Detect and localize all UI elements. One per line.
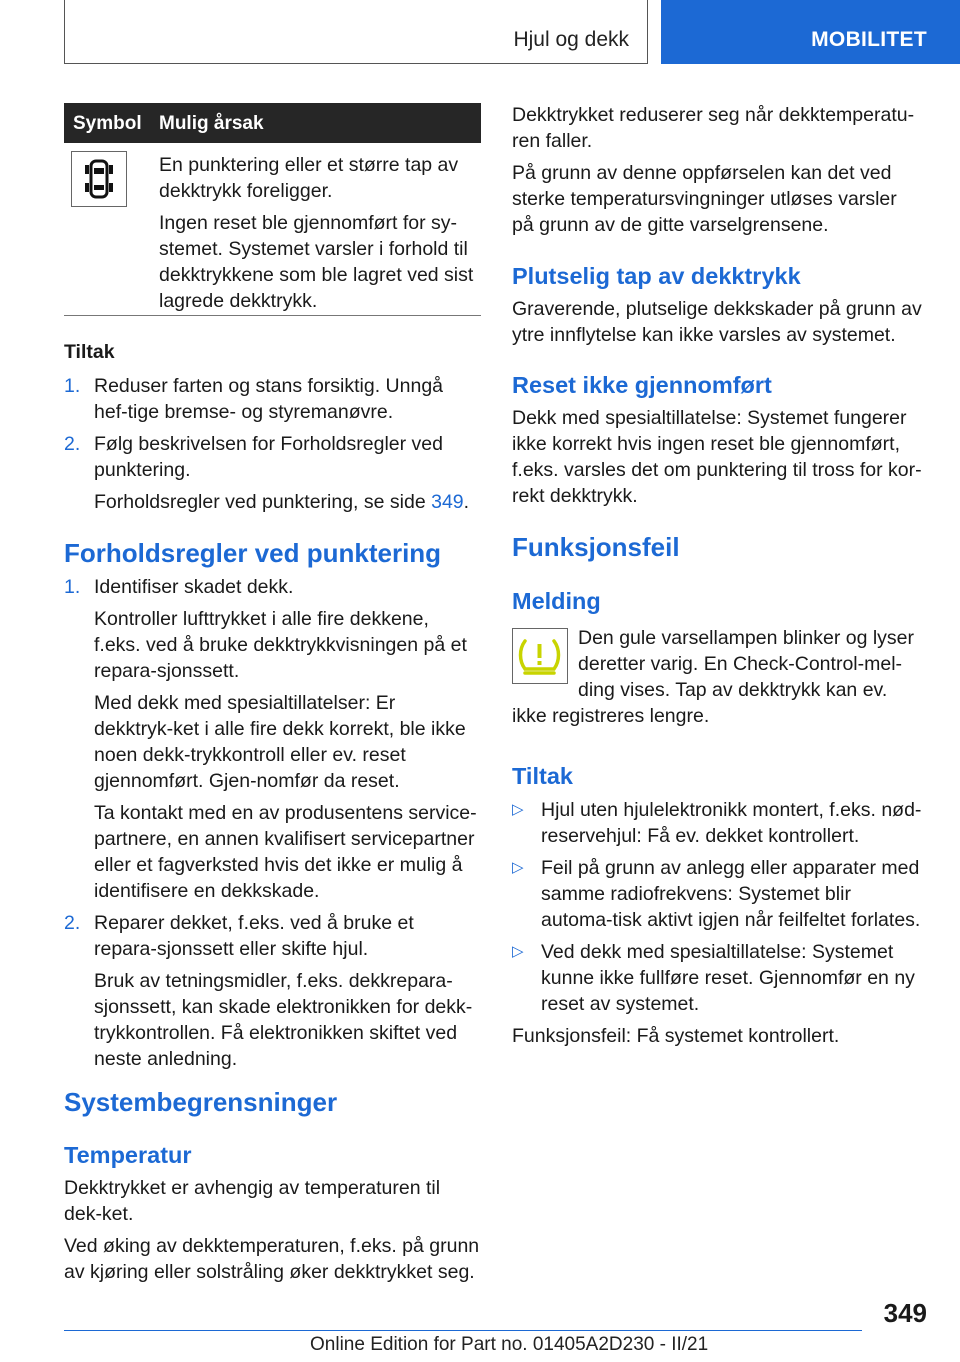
list-text: Reparer dekket, f.eks. ved å bruke et repara-sjonssett eller skifte hjul. [94,912,414,960]
list-item [512,855,922,933]
icon-float-spacer [512,625,578,681]
paragraph: Ved øking av dekktemperaturen, f.eks. på grunn av kjøring eller solstråling øker dekktrykket seg. [64,1235,480,1283]
list-number: 2. [64,912,81,934]
list-text: Med dekk med spesialtillatelser: Er dekktryk-ket i alle fire dekk korrekt, ble ikke noen dekk-trykkontroll eller ev. reset gjennomført. Gjen-nomfør da reset. [94,692,466,792]
list-text: Følg beskrivelsen for Forholdsregler ved punktering. [94,433,443,481]
table-cause-cell [159,152,477,314]
plutselig-text: Graverende, plutselige dekkskader på grunn av ytre innflytelse kan ikke varsles av systemet. [512,298,922,346]
list-text: Ta kontakt med en av produsentens service-partnere, en annen kvalifisert servicepartner eller et fagverksted hvis det ikke er mulig å identifisere en dekkskade. [94,802,477,902]
list-text: Reduser farten og stans forsiktig. Unngå hef-tige bremse- og styremanøvre. [94,375,444,423]
table-cause-p1: En punktering eller et større tap av dekktrykk foreligger. [159,154,459,202]
list-item [64,574,478,904]
header-chapter-label: MOBILITET [811,28,927,51]
page-number: 349 [883,1298,927,1328]
list-text: Ved dekk med spesialtillatelse: Systemet kunne ikke fullføre reset. Gjennomfør en ny reset av systemet. [541,941,915,1015]
list-item [512,797,922,849]
list-text: Identifiser skadet dekk. [94,576,294,598]
list-number: 1. [64,375,81,397]
triangle-bullet-icon: ▷ [512,943,524,960]
reference-line [94,489,478,515]
section-title-forholdsregler: Forholdsregler ved punktering [64,538,442,568]
subsection-title-melding: Melding [512,588,601,614]
triangle-bullet-icon: ▷ [512,859,524,876]
triangle-bullet-icon: ▷ [512,801,524,818]
table-col-symbol: Symbol [73,113,142,134]
header-chapter-tab[interactable] [661,0,960,64]
tiltak-heading: Tiltak [64,341,115,363]
tiltak-list [64,373,478,515]
list-text: Hjul uten hjulelektronikk montert, f.eks. nød-reservehjul: Få ev. dekket kontrollert. [541,799,922,847]
forholdsregler-list [64,574,478,1072]
reference-text: Forholdsregler ved punktering, se side [94,491,426,513]
paragraph: Dekktrykket reduserer seg når dekktemperatu-ren faller. [512,104,915,152]
paragraph: Dekktrykket er avhengig av temperaturen til dek-ket. [64,1177,441,1225]
funksjonsfeil-final: Funksjonsfeil: Få systemet kontrollert. [512,1025,840,1047]
temperatur-text-cont [512,102,922,238]
table-cause-p2: Ingen reset ble gjennomført for sy-stemet. Systemet varsler i forhold til dekktrykkene som ble lagret ved sist lagrede dekktrykk. [159,212,474,312]
list-text: Feil på grunn av anlegg eller apparater med samme radiofrekvens: Systemet blir automa-tisk aktivt igjen når feilfeltet forlates. [541,857,921,931]
subsection-title-temperatur: Temperatur [64,1142,192,1168]
list-text: Bruk av tetningsmidler, f.eks. dekkrepara-sjonssett, kan skade elektronikken for dekk-trykkontrollen. Få elektronikken skiftet ved neste anledning. [94,970,473,1070]
list-item [512,939,922,1017]
section-title-systembegrensninger: Systembegrensninger [64,1087,338,1117]
page-link[interactable]: 349 [431,491,464,513]
car-tire-position-icon [71,151,127,207]
reference-end: . [463,491,470,513]
table-header [64,103,481,143]
tiltak-bullet-list [512,797,922,1049]
reset-text: Dekk med spesialtillatelse: Systemet fungerer ikke korrekt hvis ingen reset ble gjennomført, f.eks. varsles det om punktering til tross for kor-rekt dekktrykk. [512,407,922,507]
list-number: 1. [64,576,81,598]
paragraph: Den gule varsellampen blinker og lyser deretter varig. En Check-Control-mel-ding vises. Tap av dekktrykk kan ev. ikke registreres lengre. [512,627,915,727]
subsection-title-reset: Reset ikke gjennomført [512,372,772,398]
table-col-cause: Mulig årsak [159,113,264,134]
list-item [64,373,478,425]
melding-text [512,625,922,729]
footer-rule [64,1330,862,1331]
list-number: 2. [64,433,81,455]
footer-edition: Online Edition for Part no. 01405A2D230 - II/21 [310,1334,709,1355]
subsection-title-tiltak: Tiltak [512,763,573,789]
list-item [64,431,478,515]
list-text: Kontroller lufttrykket i alle fire dekkene, f.eks. ved å bruke dekktrykkvisningen på et repara-sjonssett. [94,608,467,682]
header-section-title: Hjul og dekk [513,28,629,51]
paragraph: På grunn av denne oppførselen kan det ved sterke temperatursvingninger utløses varsler på grunn av de gitte varselgrensene. [512,162,897,236]
temperatur-text [64,1175,480,1285]
table-divider [64,315,481,316]
list-item [64,910,478,1072]
section-title-funksjonsfeil: Funksjonsfeil [512,532,680,562]
subsection-title-plutselig: Plutselig tap av dekktrykk [512,263,801,289]
